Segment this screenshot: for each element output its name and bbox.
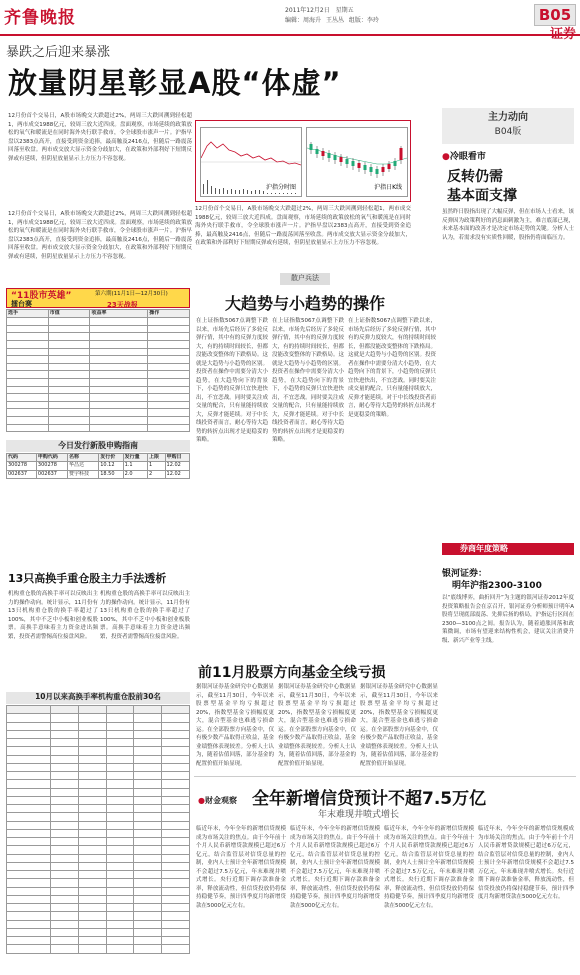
table-row [7, 895, 190, 903]
table-row [7, 409, 190, 417]
table-row: 代码 申购代码 名称 发行价 发行量 上限 申购日 [7, 454, 190, 462]
bank-tag: 券商年度策略 [442, 543, 574, 555]
contest-ribbon: “11股市英雄” [11, 291, 72, 301]
contest-title: 擂台赛 [11, 300, 32, 308]
table-row: 300278 300278 华昌达 10.12 1.1 1 12.02 [7, 462, 190, 470]
credit-body-2: 临近年末，今年全年的新增信贷规模成为市场关注的焦点。由于今年前十个月人民币新增贷款规模已超过6万亿元，结合监管层对信贷总量的控制，业内人士预计全年新增信贷规模不会超过7.5万亿元，年末难现井喷式增长。央行近期下调存款准备金率，释放流动性，但信贷投放仍将保持稳健节奏，预计四季度月均新增贷款在5000亿元左右。 [290, 826, 380, 909]
table-row: 002637 002637 赞宇科技 18.50 2.0 2 12.02 [7, 470, 190, 478]
left2-body-a: 机构重仓股的高换手率可以反映出主力的操作动向。统计显示，11月份有13只机构重仓股的换手率超过了100%，其中不乏中小板和创业板股票。高换手意味着主力资金进出频繁，投资者需警惕高位接盘风险。 [8, 591, 98, 640]
table-row [7, 394, 190, 402]
table-row [7, 706, 190, 714]
table-row [7, 838, 190, 846]
mid-body-2: 在上证指数5067点调整下跌以来，市场先后经历了多轮反弹行情，其中有的反弹力度较大，有的持续时间较长，但都没能改变整体的下跌格局。这就是大趋势与小趋势的区别。投资者在操作中需要分清大小趋势，在大趋势向下的背景下，小趋势的反弹只宜快进快出，不宜恋战。同时要关注成交量的配合，只有量能持续放大，反弹才能延续。对于中长线投资者而言，耐心等待大趋势的转折点出现才是更稳妥的策略。 [272, 318, 344, 444]
table-row [7, 348, 190, 356]
credit-body-1: 临近年末，今年全年的新增信贷规模成为市场关注的焦点。由于今年前十个月人民币新增贷款规模已超过6万亿元，结合监管层对信贷总量的控制，业内人士预计全年新增信贷规模不会超过7.5万亿元，年末难现井喷式增长。央行近期下调存款准备金率，释放流动性，但信贷投放仍将保持稳健节奏，预计四季度月均新增贷款在5000亿元左右。 [196, 826, 286, 909]
proof-credit: 组版：李玲 [348, 17, 379, 24]
credit-subtitle: 年末难现井喷式增长 [318, 810, 400, 820]
contest-table [6, 309, 190, 432]
table-row [7, 871, 190, 879]
turnover-title: 10月以来高换手率机构重仓股前30名 [6, 692, 190, 704]
table-row [7, 318, 190, 326]
table-row [7, 325, 190, 333]
table-row [7, 813, 190, 821]
daily-kline-chart [306, 127, 408, 197]
table-row [7, 363, 190, 371]
side-header-title: 主力动向 [488, 112, 528, 123]
table-row [7, 401, 190, 409]
cold-title-2: 基本面支撑 [447, 188, 517, 204]
table-row [7, 805, 190, 813]
table-row [7, 730, 190, 738]
editor-credit: 编辑：周海升 [285, 17, 322, 24]
table-row [7, 945, 190, 953]
masthead [0, 0, 580, 36]
table-row [7, 928, 190, 936]
table-row [7, 763, 190, 771]
credit-title: 全年新增信贷预计不超7.5万亿 [252, 789, 487, 809]
mid-title: 大趋势与小趋势的操作 [225, 294, 386, 313]
newspaper-logo: 齐鲁晚报 [4, 8, 76, 28]
cold-title-1: 反转仍需 [447, 169, 503, 185]
credit-tag: ●财金观察 [198, 796, 237, 805]
left2-title: 13只高换手重仓股主力手法透析 [8, 572, 167, 585]
bank-title: 明年沪指2300-3100 [452, 581, 542, 591]
credit-body-4: 临近年末，今年全年的新增信贷规模成为市场关注的焦点。由于今年前十个月人民币新增贷款规模已超过6万亿元，结合监管层对信贷总量的控制，业内人士预计全年新增信贷规模不会超过7.5万亿元，年末难现井喷式增长。央行近期下调存款准备金率，释放流动性，但信贷投放仍将保持稳健节奏，预计四季度月均新增贷款在5000亿元左右。 [478, 826, 574, 901]
section-name: 证券 [549, 27, 576, 42]
table-row [7, 920, 190, 928]
ipo-title: 今日发行新股申购指南 [6, 440, 190, 452]
table-row [7, 722, 190, 730]
table-row [7, 739, 190, 747]
table-row [7, 887, 190, 895]
cold-tag: ●冷眼看市 [442, 152, 486, 162]
bank-body: 以“底线博弈，曲折回升”为主题的银河证券2012年度投资策略报告会在京召开，银河证券分析师预计明年A股将呈现底部震荡、先抑后扬的格局，沪指运行区间在2300—3100点之间。报告认为，随着通胀回落和政策微调，市场有望迎来结构性机会，建议关注消费升级、新兴产业等主线。 [442, 595, 574, 644]
table-row [7, 854, 190, 862]
table-row [7, 416, 190, 424]
table-row [7, 862, 190, 870]
table-row [7, 333, 190, 341]
table-row [7, 912, 190, 920]
table-row [7, 755, 190, 763]
fund-loss-body-2: 据银河证券基金研究中心数据显示，截至11月30日，今年以来股票型基金平均亏损超过20%，指数型基金亏损幅度更大，混合型基金也难逃亏损命运。在全部股票方向基金中，仅有极少数产品取得正收益，基金业绩整体表现较差。分析人士认为，随着估值回落，部分基金的配置价值开始显现。 [278, 684, 356, 767]
fund-loss-body-3: 据银河证券基金研究中心数据显示，截至11月30日，今年以来股票型基金平均亏损超过20%，指数型基金亏损幅度更大，混合型基金也难逃亏损命运。在全部股票方向基金中，仅有极少数产品取得正收益，基金业绩整体表现较差。分析人士认为，随着估值回落，部分基金的配置价值开始显现。 [360, 684, 438, 767]
table-row [7, 904, 190, 912]
lead-headline: 放量阴星彰显A股“体虚” [8, 66, 342, 100]
lead-body-2: 12月份首个交易日，A股市场晚交大跌超过2%，两周三大跌回溯到轻松超1，两市成交1988亿元，较周三放大近四成。盘面观察，市场延续的政策放松的氧气和暖流是在同时海外央行联手救市，令全球股市涨声一片。沪指早盘以2383点高开，直接受到资金追捧，最高触及2416点，但随后一路震荡回落至收盘。两市成交放大显示资金分歧加大，在政策和外部利好下短期反弹或有延续，但阴星放量显示上方压力不容忽视。 [195, 206, 411, 247]
table-row [7, 788, 190, 796]
issue-weekday: 星期五 [335, 7, 354, 14]
mid-tag: 散户兵法 [280, 273, 330, 285]
table-row [7, 379, 190, 387]
divider [194, 776, 576, 777]
left2-body-b: 机构重仓股的高换手率可以反映出主力的操作动向。统计显示，11月份有13只机构重仓股的换手率超过了100%，其中不乏中小板和创业板股票。高换手意味着主力资金进出频繁，投资者需警惕高位接盘风险。 [100, 591, 190, 640]
table-row [7, 424, 190, 432]
table-row [7, 747, 190, 755]
intraday-chart [200, 127, 302, 197]
bank-org: 银河证券： [442, 569, 488, 579]
table-row: 选手 市值 收益率 操作 [7, 310, 190, 318]
fund-loss-title: 前11月股票方向基金全线亏损 [198, 665, 386, 681]
table-row [7, 829, 190, 837]
credit-bullet-icon: ● [198, 796, 205, 805]
market-charts [195, 120, 411, 202]
table-row [7, 780, 190, 788]
table-row [7, 356, 190, 364]
designer-credit: 王丛丛 [325, 17, 344, 24]
side-header-page: B04版 [494, 126, 522, 137]
table-row [7, 386, 190, 394]
cold-body: 虽然昨日股指出现了大幅反弹，但在市场人士看来，该反弹因为政策利好的消息面刺激为主，难言底部已现，未来基本面的改善才是决定市场走势的关键。分析人士认为，若需求没有实质性回暖，股指仍将面临压力。 [442, 209, 574, 241]
table-row [7, 341, 190, 349]
contest-banner [6, 288, 190, 308]
page-number: B05 [534, 4, 576, 26]
table-row [7, 796, 190, 804]
contest-period: 第六期(11月1日—12月30日) [95, 291, 168, 297]
credit-body-3: 临近年末，今年全年的新增信贷规模成为市场关注的焦点。由于今年前十个月人民币新增贷款规模已超过6万亿元，结合监管层对信贷总量的控制，业内人士预计全年新增信贷规模不会超过7.5万亿元，年末难现井喷式增长。央行近期下调存款准备金率，释放流动性，但信贷投放仍将保持稳健节奏，预计四季度月均新增贷款在5000亿元左右。 [384, 826, 474, 909]
mid-body-1: 在上证指数5067点调整下跌以来，市场先后经历了多轮反弹行情，其中有的反弹力度较大，有的持续时间较长，但都没能改变整体的下跌格局。这就是大趋势与小趋势的区别。投资者在操作中需要分清大小趋势，在大趋势向下的背景下，小趋势的反弹只宜快进快出，不宜恋战。同时要关注成交量的配合，只有量能持续放大，反弹才能延续。对于中长线投资者而言，耐心等待大趋势的转折点出现才是更稳妥的策略。 [196, 318, 268, 444]
mid-body-3: 在上证指数5067点调整下跌以来，市场先后经历了多轮反弹行情，其中有的反弹力度较大，有的持续时间较长，但都没能改变整体的下跌格局。这就是大趋势与小趋势的区别。投资者在操作中需要分清大小趋势，在大趋势向下的背景下，小趋势的反弹只宜快进快出，不宜恋战。同时要关注成交量的配合，只有量能持续放大，反弹才能延续。对于中长线投资者而言，耐心等待大趋势的转折点出现才是更稳妥的策略。 [348, 318, 436, 418]
intraday-chart-label: 沪指分时图 [265, 184, 296, 192]
table-row [7, 821, 190, 829]
table-row [7, 772, 190, 780]
issue-date: 2011年12月2日 [285, 7, 330, 14]
fund-loss-body-1: 据银河证券基金研究中心数据显示，截至11月30日，今年以来股票型基金平均亏损超过20%，指数型基金亏损幅度更大，混合型基金也难逃亏损命运。在全部股票方向基金中，仅有极少数产品取得正收益，基金业绩整体表现较差。分析人士认为，随着估值回落，部分基金的配置价值开始显现。 [196, 684, 274, 767]
cold-bullet-icon: ● [442, 152, 450, 162]
side-header [442, 108, 574, 144]
lead-kicker: 暴跌之后迎来暴涨 [6, 45, 111, 60]
table-row [7, 371, 190, 379]
table-row [7, 937, 190, 945]
table-row [7, 846, 190, 854]
turnover-table [6, 705, 190, 954]
table-row [7, 714, 190, 722]
lead-body-1: 12月份首个交易日，A股市场晚交大跌超过2%，两周三大跌回溯到轻松超1，两市成交1988亿元，较周三放大近四成。盘面观察，市场延续的政策放松的氧气和暖流是在同时海外央行联手救市，令全球股市涨声一片。沪指早盘以2383点高开，直接受到资金追捧，最高触及2416点，但随后一路震荡回落至收盘。两市成交放大显示资金分歧加大，在政策和外部利好下短期反弹或有延续，但阴星放量显示上方压力不容忽视。 [8, 113, 192, 162]
kline-chart-label: 沪指日K线 [374, 184, 402, 192]
ipo-table [6, 453, 190, 479]
lead-body-3: 12月份首个交易日，A股市场晚交大跌超过2%，两周三大跌回溯到轻松超1，两市成交1988亿元，较周三放大近四成。盘面观察，市场延续的政策放松的氧气和暖流是在同时海外央行联手救市，令全球股市涨声一片。沪指早盘以2383点高开，直接受到资金追捧，最高触及2416点，但随后一路震荡回落至收盘。两市成交放大显示资金分歧加大，在政策和外部利好下短期反弹或有延续，但阴星放量显示上方压力不容忽视。 [8, 211, 192, 260]
table-row [7, 879, 190, 887]
contest-tag: 23天战报 [107, 301, 138, 309]
